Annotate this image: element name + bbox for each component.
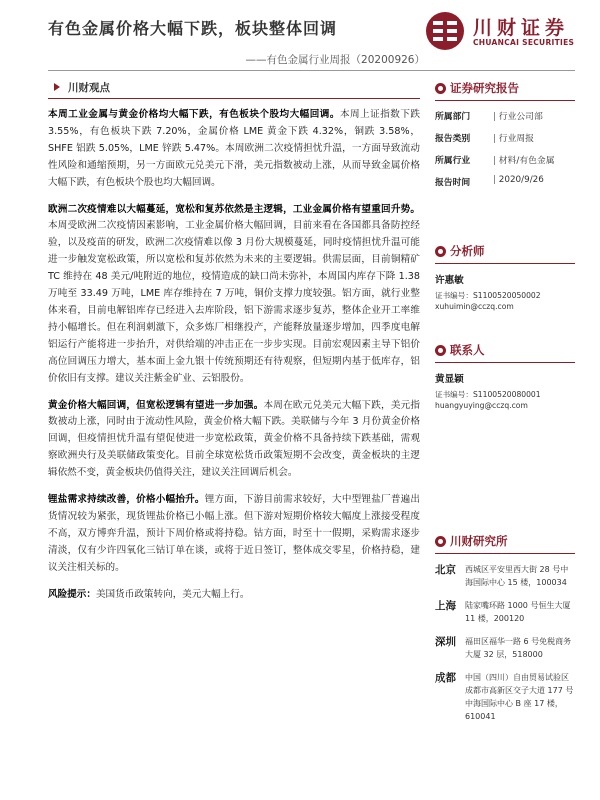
paragraph-gold <box>48 398 420 483</box>
paragraph-lead: 风险提示： <box>48 588 96 600</box>
circle-bullet-icon <box>435 536 446 547</box>
office-city: 上海 <box>435 600 456 612</box>
info-row-date <box>435 175 575 197</box>
sidebar-divider <box>435 100 575 101</box>
report-title: 有色金属价格大幅下跌，板块整体回调 <box>48 19 338 38</box>
report-subtitle: ——有色金属行业周报（20200926） <box>245 54 425 66</box>
sidebar-divider <box>435 263 575 264</box>
info-value: | 2020/9/26 <box>493 175 544 185</box>
office-address: 西城区平安里西大街 28 号中海国际中心 15 楼，100034 <box>465 565 569 587</box>
contact-section-title: 联系人 <box>450 343 485 357</box>
office-chengdu <box>435 670 575 723</box>
paragraph-body: 本周上证指数下跌 3.55%，有色板块下跌 7.20%，金属价格 LME 黄金下跌 4.32%，铜跌 3.58%，SHFE 铝跌 5.05%，LME 锌跌 5.47%。本周欧洲二次疫情担忧升温，一方面导致流动性风险和通缩预期，另一方面欧元兑美元下滑，美元指数被动上涨，从而导致金属价格大幅下跌，有色板块个股也均大幅回调。 <box>48 109 420 188</box>
contact-section-heading <box>435 340 575 360</box>
sidebar-divider <box>435 553 575 554</box>
circle-bullet-icon <box>435 83 446 94</box>
logo-mark-icon <box>425 11 465 51</box>
paragraph-body: 锂方面，下游目前需求较好，大中型锂盐厂普遍出货情况较为紧张，现货锂盐价格已小幅上涨。但下游对短期价格较大幅度上涨接受程度不高，双方博弈升温，预计下周价格或将持稳。钴方面，时至十一假期，采购需求逐步清淡，仅有少许四氧化三钴订单在谈，或将于近日签订，整体成交零星，价格持稳，建议关注相关标的。 <box>48 494 421 573</box>
analyst-cert: 证书编号：S1100520050002 <box>435 291 541 300</box>
analyst-card <box>435 272 575 312</box>
paragraph-lead: 锂盐需求持续改善，价格小幅抬升。 <box>48 494 205 506</box>
analyst-section-heading <box>435 241 575 261</box>
info-row-category <box>435 131 575 153</box>
contact-email[interactable]: huangyuying@cczq.com <box>435 401 528 410</box>
office-address: 中国（四川）自由贸易试验区成都市高新区交子大道 177 号中海国际中心 B 座 17 楼，610041 <box>465 673 574 721</box>
info-value: | 行业周报 <box>493 131 534 144</box>
info-value: | 材料/有色金属 <box>493 153 555 166</box>
logo-english-text: CHUANCAI SECURITIES <box>473 38 575 47</box>
logo-chinese-text: 川财证券 <box>473 17 570 39</box>
office-beijing <box>435 562 575 589</box>
info-key: 报告时间 <box>435 178 471 188</box>
info-row-department <box>435 109 575 131</box>
contact-name: 黄显颖 <box>435 374 464 385</box>
paragraph-industrial-metals <box>48 202 420 388</box>
contact-card <box>435 371 575 411</box>
paragraph-lithium <box>48 492 420 577</box>
analyst-section-title: 分析师 <box>450 244 485 258</box>
paragraph-lead: 欧洲二次疫情难以大幅蔓延，宽松和复苏依然是主逻辑，工业金属价格有望重回升势。 <box>48 203 420 215</box>
company-logo <box>425 9 575 55</box>
office-city: 北京 <box>435 564 456 576</box>
paragraph-body: 本周在欧元兑美元大幅下跌，美元指数被动上涨，同时由于流动性风险，黄金价格大幅下跌。美联储与今年 3 月份黄金价格回调，但疫情担忧升温有望促使进一步宽松政策，黄金价格不具备持续下跌基础，需观察欧洲央行及美联储政策变化。目前全球宽松货币政策短期不会改变，黄金板块的主逻辑依然不变，黄金板块仍值得关注，建议关注回调后机会。 <box>48 399 420 479</box>
analyst-email[interactable]: xuhuimin@cczq.com <box>435 302 514 311</box>
office-city: 深圳 <box>435 636 456 648</box>
office-address: 福田区福华一路 6 号免税商务大厦 32 层，518000 <box>465 637 572 659</box>
section-heading <box>48 78 420 96</box>
circle-bullet-icon <box>435 246 446 257</box>
paragraph-lead: 本周工业金属与黄金价格均大幅下跌，有色板块个股均大幅回调。 <box>48 109 340 120</box>
research-section-heading <box>435 531 575 551</box>
sidebar <box>435 78 575 793</box>
triangle-bullet-icon <box>54 83 60 91</box>
contact-cert: 证书编号：S1100520080001 <box>435 390 541 399</box>
info-value: | 行业公司部 <box>493 109 543 122</box>
info-key: 所属部门 <box>435 112 471 122</box>
circle-bullet-icon <box>435 345 446 356</box>
report-section-title: 证券研究报告 <box>450 81 519 95</box>
analyst-name: 许惠敏 <box>435 275 464 286</box>
section-divider <box>48 98 420 99</box>
paragraph-risk <box>48 587 420 604</box>
header-divider <box>48 70 575 71</box>
office-city: 成都 <box>435 672 456 684</box>
section-title: 川财观点 <box>68 81 110 94</box>
paragraph-lead: 黄金价格大幅回调，但宽松逻辑有望进一步加强。 <box>48 399 264 411</box>
paragraph-body: 美国货币政策转向，美元大幅上行。 <box>95 588 250 600</box>
sidebar-divider <box>435 362 575 363</box>
main-content <box>48 78 420 778</box>
paragraph-summary <box>48 107 420 192</box>
office-shanghai <box>435 598 575 625</box>
office-address: 陆家嘴环路 1000 号恒生大厦 11 楼，200120 <box>465 601 571 623</box>
report-header <box>0 0 600 70</box>
report-section-heading <box>435 78 575 98</box>
office-shenzhen <box>435 634 575 661</box>
info-key: 报告类别 <box>435 134 471 144</box>
paragraph-body: 本周受欧洲二次疫情因素影响，工业金属价格大幅回调，目前来看在各国都具备防控经验，以及疫苗的研发，欧洲二次疫情难以像 3 月份大规模蔓延，同时疫情担忧升温可能进一步触发宽松政策，所以宽松和复苏依然为未来的主要逻辑。供需层面，目前铜精矿 TC 维持在 48 美元/吨附近的地位，疫情造成的缺口尚未弥补，本周国内库存下降 1.38 万吨至 33.49 万吨，LME 库存维持在 7 万吨，铜价支撑力度较强。铝方面，就行业整体来看，目前电解铝库存已经进入去库阶段，铝下游需求逐步复苏，整体企业开工率维持小幅增长。但在利润刺激下，众多炼厂相继投产，产能释放量逐步增加，四季度电解铝运行产能将进一步抬升，对供给端的冲击正在一步步实现。目前宏观因素主导下铝价高位回调压力增大，基本面上金九银十传统预期还有待观察，但短期内基于低库存，铝价依旧有支撑。建议关注紫金矿业、云铝股份。 <box>48 220 420 384</box>
research-section-title: 川财研究所 <box>450 534 508 548</box>
info-row-industry <box>435 153 575 175</box>
info-key: 所属行业 <box>435 156 471 166</box>
